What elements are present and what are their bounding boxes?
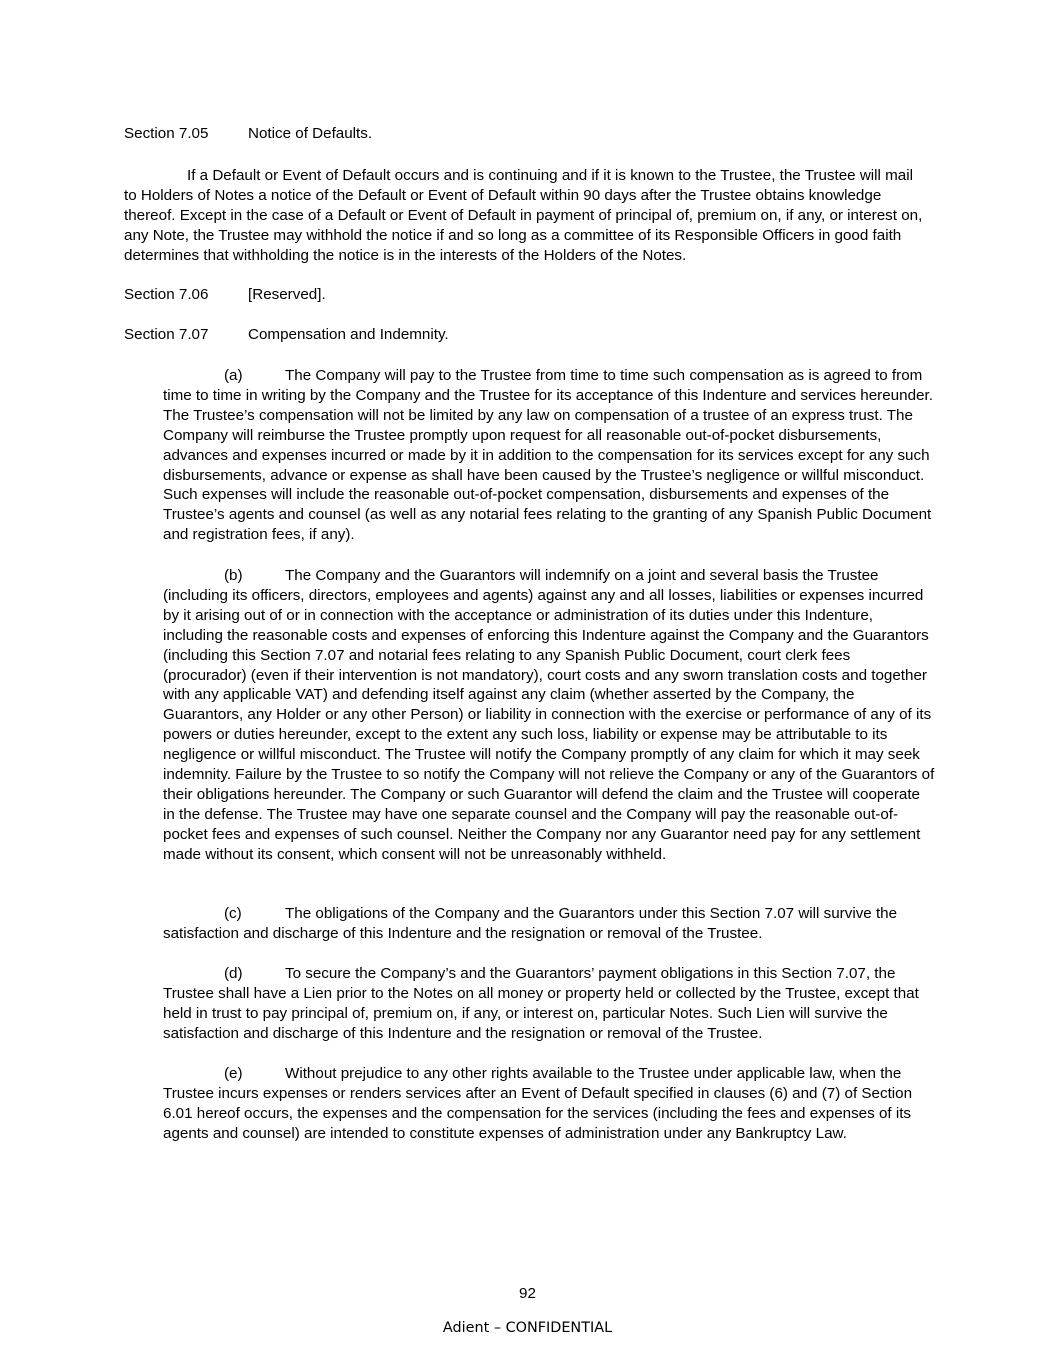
subsection-text: The obligations of the Company and the Guarantors under this Section 7.07 will survive the satisfaction and discharge of this Indenture and the resignation or removal of the Trustee. [163,905,898,942]
section-number: Section 7.06 [124,286,209,303]
section-title: Notice of Defaults. [248,125,373,142]
subsection-e [163,1064,935,1144]
subsection-d [163,964,935,1044]
subsection-b [163,566,935,865]
section-title: Compensation and Indemnity. [248,326,449,343]
section-7-07-heading [124,325,449,345]
page-number: 92 [519,1285,536,1302]
section-7-05-heading [124,124,372,144]
subsection-label: (e) [224,1065,243,1082]
subsection-label: (c) [224,905,242,922]
section-title: [Reserved]. [248,286,326,303]
notice-of-defaults-paragraph: If a Default or Event of Default occurs and is continuing and if it is known to the Trustee, the Trustee will mail to Holders of Notes a notice of the Default or Event of Default within 90 days after the Trustee obtains knowledge thereof. Except in the case of a Default or Event of Default in payment of principal of, premium on, if any, or interest on, any Note, the Trustee may withhold the notice if and so long as a committee of its Responsible Officers in good faith determines that withholding the notice is in the interests of the Holders of the Notes. [124,167,923,264]
subsection-label: (d) [224,965,243,982]
subsection-text: The Company and the Guarantors will indemnify on a joint and several basis the Trustee (including its officers, directors, employees and agents) against any and all losses, liabilities or expenses incurred by it arising out of or in connection with the acceptance or administration of its duties under this Indenture, including the reasonable costs and expenses of enforcing this Indenture against the Company and the Guarantors (including this Section 7.07 and notarial fees relating to any Spanish Public Document, court clerk fees (procurador) (even if their intervention is not mandatory), court costs and any sworn translation costs and together with any applicable VAT) and defending itself against any claim (whether asserted by the Company, the Guarantors, any Holder or any other Person) or liability in connection with the exercise or performance of any of its powers or duties hereunder, except to the extent any such loss, liability or expense may be attributable to its negligence or willful misconduct. The Trustee will notify the Company promptly of any claim for which it may seek indemnity. Failure by the Trustee to so notify the Company will not relieve the Company or any of the Guarantors of their obligations hereunder. The Company or such Guarantor will defend the claim and the Trustee will cooperate in the defense. The Trustee may have one separate counsel and the Company will pay the reasonable out-of-pocket fees and expenses of such counsel. Neither the Company nor any Guarantor need pay for any settlement made without its consent, which consent will not be unreasonably withheld. [163,567,935,863]
subsection-a [163,366,935,545]
subsection-text: To secure the Company’s and the Guarantors’ payment obligations in this Section 7.07, the Trustee shall have a Lien prior to the Notes on all money or property held or collected by the Trustee, except that held in trust to pay principal of, premium on, if any, or interest on, particular Notes. Such Lien will survive the satisfaction and discharge of this Indenture and the resignation or removal of the Trustee. [163,965,919,1042]
section-number: Section 7.05 [124,125,209,142]
subsection-label: (b) [224,567,243,584]
subsection-c [163,904,935,944]
subsection-text: Without prejudice to any other rights available to the Trustee under applicable law, when the Trustee incurs expenses or renders services after an Event of Default specified in clauses (6) and (7) of Section 6.01 hereof occurs, the expenses and the compensation for the services (including the fees and expenses of its agents and counsel) are intended to constitute expenses of administration under any Bankruptcy Law. [163,1065,913,1142]
confidentiality-footer: Adient – CONFIDENTIAL [442,1320,613,1336]
section-7-06-heading [124,285,326,305]
subsection-label: (a) [224,367,243,384]
section-number: Section 7.07 [124,326,209,343]
subsection-text: The Company will pay to the Trustee from time to time such compensation as is agreed to from time to time in writing by the Company and the Trustee for its acceptance of this Indenture and services hereunder. The Trustee’s compensation will not be limited by any law on compensation of a trustee of an express trust. The Company will reimburse the Trustee promptly upon request for all reasonable out-of-pocket disbursements, advances and expenses incurred or made by it in addition to the compensation for its services except for any such disbursements, advance or expense as shall have been caused by the Trustee’s negligence or willful misconduct. Such expenses will include the reasonable out-of-pocket compensation, disbursements and expenses of the Trustee’s agents and counsel (as well as any notarial fees relating to the granting of any Spanish Public Document and registration fees, if any). [163,367,933,544]
